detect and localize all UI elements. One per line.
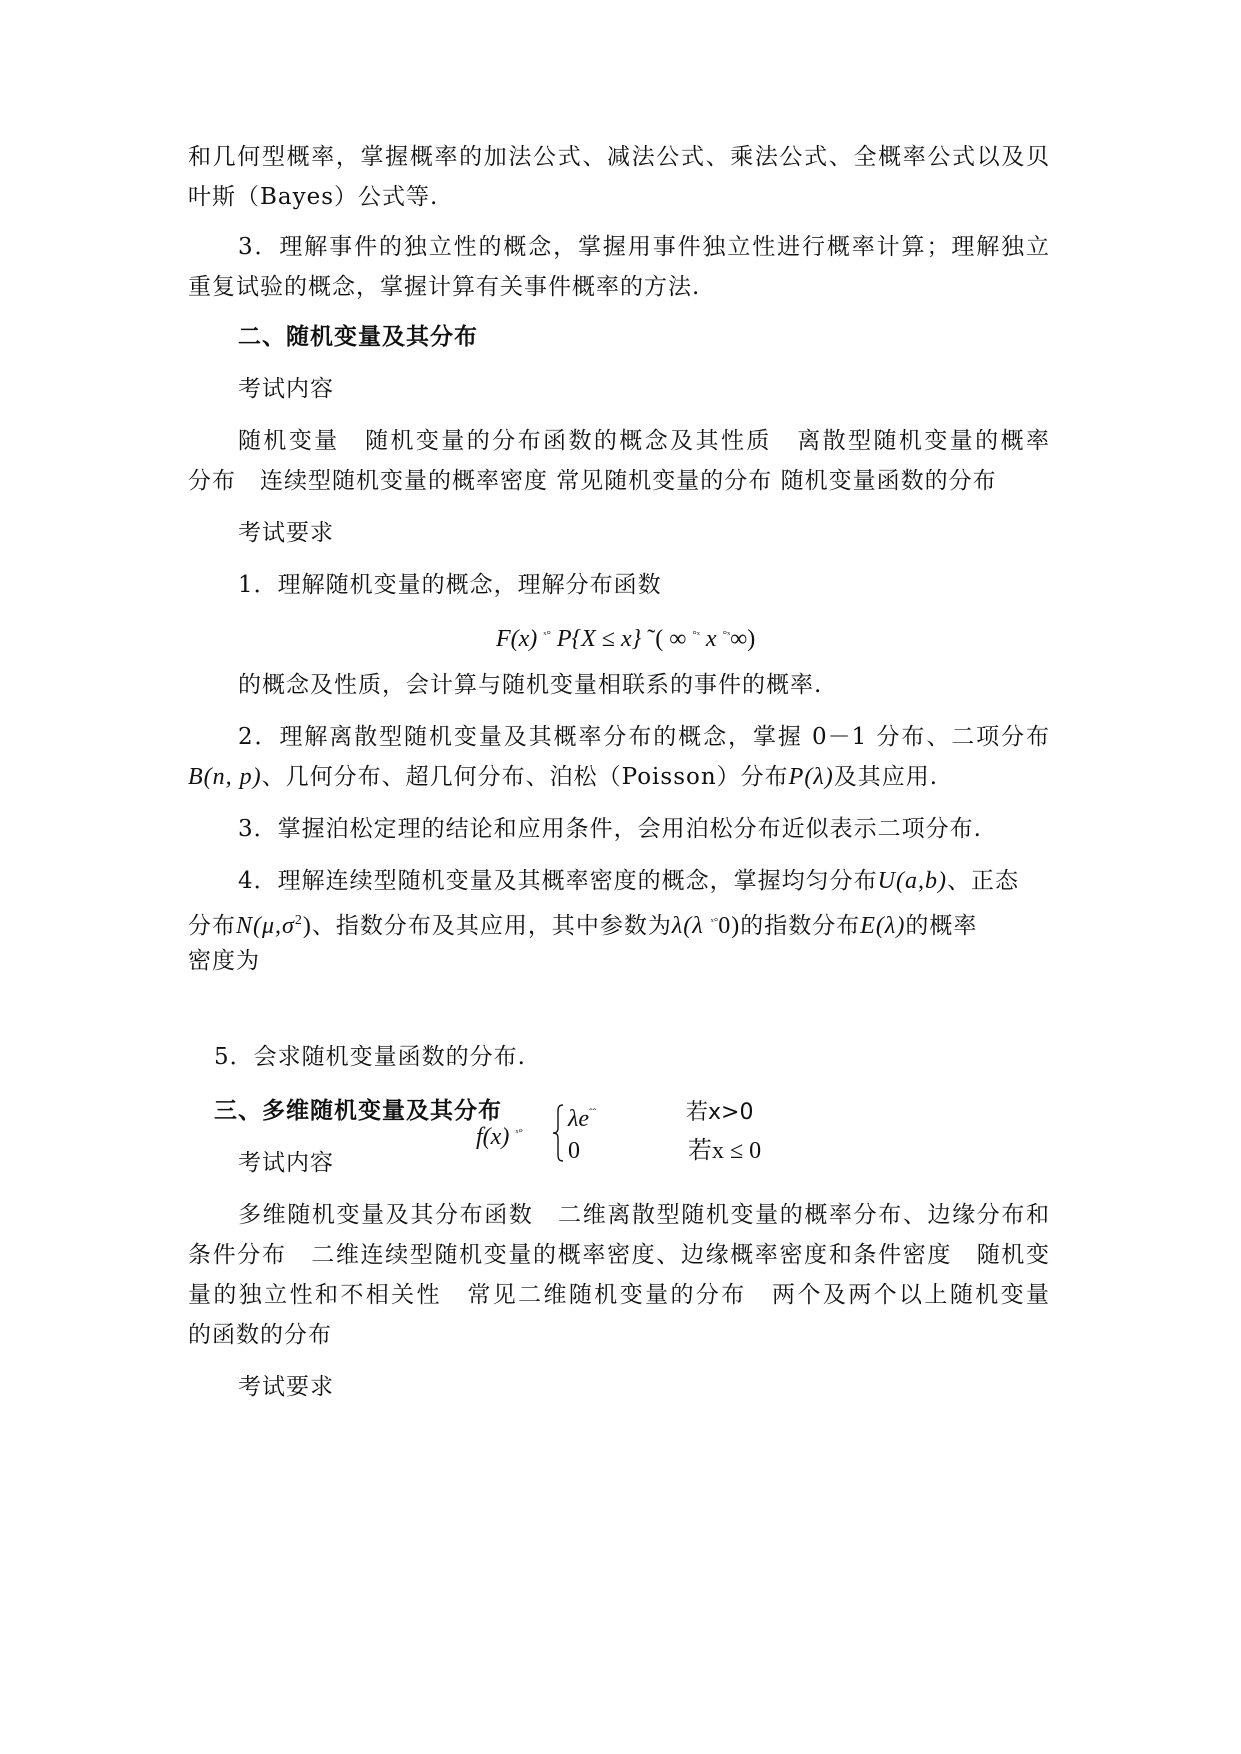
formula-piecewise-density: [476, 1098, 796, 1178]
case-1-expression: $\lambda e^{ˆˆ}$: [568, 1106, 597, 1132]
subsection-label: 考试要求: [238, 520, 334, 546]
formula-lambda-param: λ(λ $^{ˣ^\circ}$0): [671, 913, 741, 939]
paragraph-line: 的函数的分布: [188, 1322, 332, 1348]
subsection-label: 考试要求: [238, 1374, 334, 1400]
case-2-condition: 若x ≤ 0: [688, 1138, 762, 1164]
paragraph-line: 和几何型概率，掌握概率的加法公式、减法公式、乘法公式、全概率公式以及贝: [188, 144, 1050, 170]
paragraph-line: 3．理解事件的独立性的概念，掌握用事件独立性进行概率计算；理解独立: [238, 234, 1050, 260]
paragraph-line: B(n, p)、几何分布、超几何分布、泊松（Poisson）分布P(λ)及其应用.: [188, 764, 939, 790]
paragraph-line: 2．理解离散型随机变量及其概率分布的概念，掌握 0－1 分布、二项分布: [238, 724, 1050, 750]
paragraph-line: 条件分布 二维连续型随机变量的概率密度、边缘概率密度和条件密度 随机变: [188, 1242, 1050, 1268]
paragraph-line: 4．理解连续型随机变量及其概率密度的概念，掌握均匀分布U(a,b)、正态: [238, 868, 1019, 894]
paragraph-line: 密度为: [188, 948, 260, 974]
formula-exponential: E(λ): [860, 913, 906, 939]
section-heading: 三、多维随机变量及其分布: [214, 1098, 502, 1124]
subsection-label: 考试内容: [238, 376, 334, 402]
paragraph-line: 分布$N(\mu,\sigma^2)$、指数分布及其应用，其中参数为λ(λ $^{ˣ^\circ}$0)的指数分布E(λ)的概率: [188, 913, 978, 939]
density-lhs: f(x) $^{ˣ^\circ}$: [476, 1124, 523, 1150]
paragraph-line: 的概念及性质，会计算与随机变量相联系的事件的概率.: [238, 672, 823, 698]
section-heading: 二、随机变量及其分布: [238, 324, 478, 350]
formula-poisson: P(λ): [788, 764, 834, 790]
case-1-condition: 若x>0: [686, 1100, 754, 1125]
paragraph-line: 3．掌握泊松定理的结论和应用条件，会用泊松分布近似表示二项分布.: [238, 816, 982, 842]
formula-normal: $N(\mu,\sigma^2)$: [236, 913, 312, 939]
paragraph-line: 5．会求随机变量函数的分布.: [214, 1044, 526, 1070]
formula-binomial: B(n, p): [188, 764, 262, 790]
paragraph-line: 1．理解随机变量的概念，理解分布函数: [238, 572, 662, 598]
paragraph-line: 叶斯（Bayes）公式等.: [188, 184, 439, 210]
paragraph-line: 多维随机变量及其分布函数 二维离散型随机变量的概率分布、边缘分布和: [238, 1202, 1050, 1228]
paragraph-line: 分布 连续型随机变量的概率密度 常见随机变量的分布 随机变量函数的分布: [188, 468, 997, 494]
paragraph-line: 重复试验的概念，掌握计算有关事件概率的方法.: [188, 274, 701, 300]
formula-uniform: U(a,b): [877, 868, 947, 894]
paragraph-line: 量的独立性和不相关性 常见二维随机变量的分布 两个及两个以上随机变量: [188, 1282, 1050, 1308]
paragraph-line: 随机变量 随机变量的分布函数的概念及其性质 离散型随机变量的概率: [238, 428, 1050, 454]
case-2-expression: 0: [568, 1138, 580, 1164]
formula-distribution-function: F(x) $^{ˣ^\circ}$ P{X ≤ x} ˜( ∞ $^{^\circ ˣ}$ x $^{^\circ ˣ}$∞): [496, 626, 756, 652]
left-brace-icon: [552, 1104, 564, 1162]
subsection-label: 考试内容: [238, 1150, 334, 1176]
